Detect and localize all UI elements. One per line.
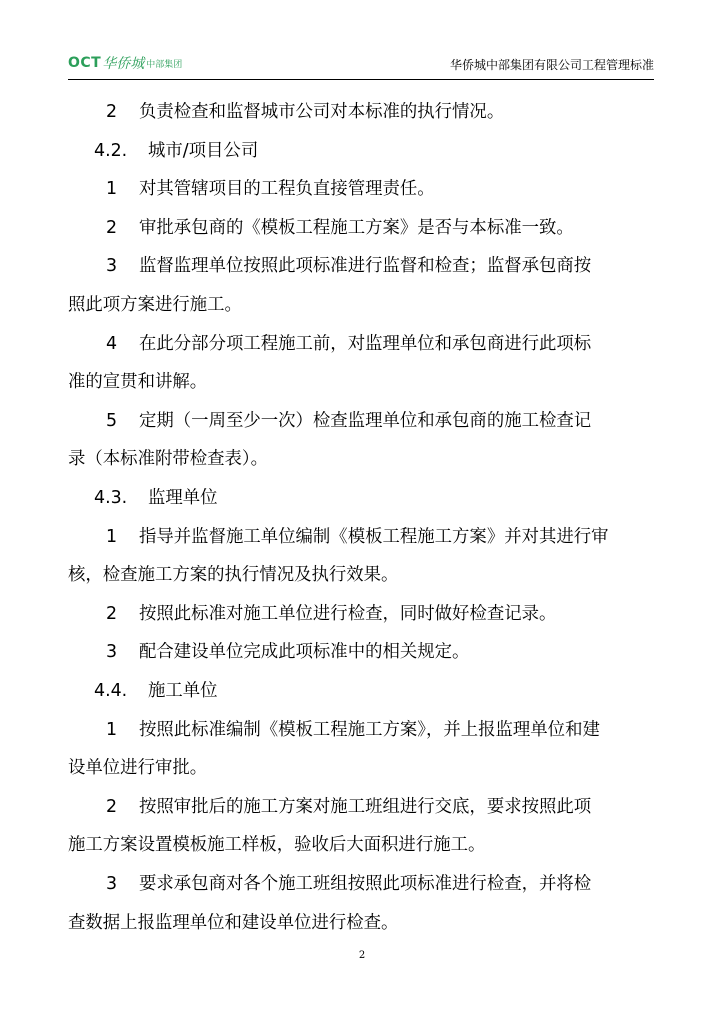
line-text: 对其管辖项目的工程负直接管理责任。 [139, 179, 435, 200]
line-text: 负责检查和监督城市公司对本标准的执行情况。 [139, 102, 505, 122]
list-item-continuation [68, 364, 207, 400]
list-item-continuation [68, 287, 242, 323]
list-item [68, 596, 556, 632]
item-number: 1 [106, 719, 118, 740]
item-number: 2 [106, 603, 118, 624]
section-number: 4.3. [94, 488, 128, 508]
item-number: 4 [106, 333, 118, 354]
line-text: 施工单位 [148, 681, 218, 701]
logo-script-text: 华侨城 [102, 56, 145, 72]
line-text: 按照此标准对施工单位进行检查，同时做好检查记录。 [139, 603, 557, 624]
item-number: 2 [106, 102, 118, 122]
list-item-continuation [68, 905, 398, 941]
line-text: 查数据上报监理单位和建设单位进行检查。 [68, 912, 399, 933]
item-number: 3 [106, 874, 118, 894]
list-item [68, 789, 591, 825]
logo-oct-text: OCT [68, 55, 102, 71]
line-text: 监理单位 [148, 488, 218, 508]
line-text: 设单位进行审批。 [68, 758, 208, 779]
list-item-continuation [68, 750, 207, 786]
header-title: 华侨城中部集团有限公司工程管理标准 [449, 58, 654, 72]
list-item-continuation [68, 441, 268, 477]
line-text: 定期（一周至少一次）检查监理单位和承包商的施工检查记 [139, 410, 592, 431]
list-item-continuation [68, 557, 398, 593]
line-text: 按照此标准编制《模板工程施工方案》，并上报监理单位和建 [139, 719, 600, 740]
page-header [68, 46, 654, 80]
item-number: 1 [106, 526, 118, 547]
item-number: 2 [106, 796, 118, 817]
list-item [68, 248, 591, 284]
item-number: 3 [106, 642, 118, 663]
line-text: 监督监理单位按照此项标准进行监督和检查；监督承包商按 [139, 256, 592, 277]
item-number: 2 [106, 217, 118, 238]
list-item [68, 210, 574, 246]
line-text: 配合建设单位完成此项标准中的相关规定。 [139, 642, 470, 663]
line-text: 要求承包商对各个施工班组按照此项标准进行检查，并将检 [139, 874, 592, 894]
line-text: 施工方案设置模板施工样板，验收后大面积进行施工。 [68, 835, 486, 856]
line-text: 在此分部分项工程施工前，对监理单位和承包商进行此项标 [139, 333, 592, 354]
line-text: 城市/项目公司 [148, 140, 259, 161]
section-heading [68, 480, 218, 516]
item-number: 3 [106, 256, 118, 277]
list-item [68, 866, 591, 902]
list-item-continuation [68, 827, 485, 863]
section-number: 4.2. [94, 140, 128, 161]
line-text: 按照审批后的施工方案对施工班组进行交底，要求按照此项 [139, 796, 592, 817]
logo-sub-text: 中部集团 [146, 59, 183, 70]
list-item [68, 94, 504, 130]
line-text: 指导并监督施工单位编制《模板工程施工方案》并对其进行审 [139, 526, 609, 547]
line-text: 核，检查施工方案的执行情况及执行效果。 [68, 565, 399, 586]
list-item [68, 519, 609, 555]
line-text: 准的宣贯和讲解。 [68, 372, 208, 393]
section-number: 4.4. [94, 681, 128, 701]
section-heading [68, 133, 258, 169]
line-text: 审批承包商的《模板工程施工方案》是否与本标准一致。 [139, 217, 574, 238]
header-divider [68, 79, 654, 80]
company-logo [68, 52, 182, 74]
section-heading [68, 673, 218, 709]
list-item [68, 171, 435, 207]
list-item [68, 634, 469, 670]
line-text: 录（本标准附带检查表）。 [68, 449, 268, 470]
list-item [68, 403, 591, 439]
line-text: 照此项方案进行施工。 [68, 295, 242, 315]
item-number: 5 [106, 410, 118, 431]
list-item [68, 326, 591, 362]
page-number: 2 [358, 950, 366, 961]
item-number: 1 [106, 179, 118, 200]
list-item [68, 712, 600, 748]
